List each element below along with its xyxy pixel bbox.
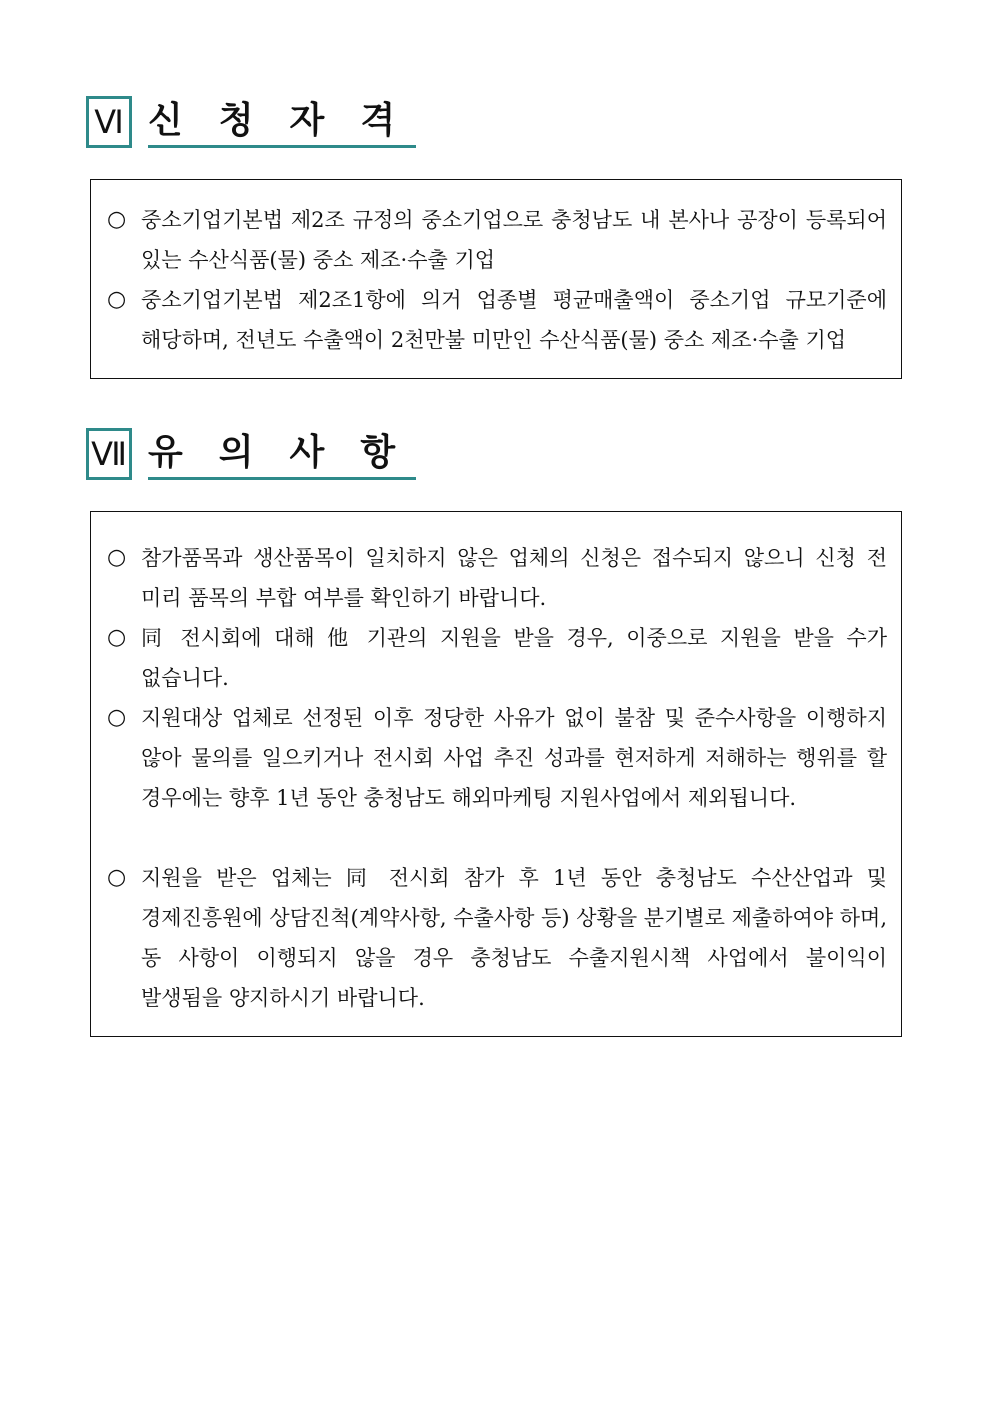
circle-bullet-icon: ○ [107,287,127,312]
list-item [107,618,887,698]
circle-bullet-icon: ○ [107,545,127,570]
circle-bullet-icon: ○ [107,865,127,890]
eligibility-content-box [90,179,902,379]
list-item-text: 同 전시회에 대해 他 기관의 지원을 받을 경우, 이중으로 지원을 받을 수가 없습니다. [141,626,887,690]
section-numeral: Ⅶ [86,428,132,480]
notices-content-box [90,511,902,1037]
section-title: 유의사항 [148,428,416,480]
list-item-text: 참가품목과 생산품목이 일치하지 않은 업체의 신청은 접수되지 않으니 신청 전 미리 품목의 부합 여부를 확인하기 바랍니다. [141,546,887,610]
list-item-text: 지원을 받은 업체는 同 전시회 참가 후 1년 동안 충청남도 수산산업과 및 경제진흥원에 상담진척(계약사항, 수출사항 등) 상황을 분기별로 제출하여야 하며, 동 사항이 이행되지 않을 경우 충청남도 수출지원시책 사업에서 불이익이 발생됨을 양지하시기 바랍니다. [141,866,887,1010]
circle-bullet-icon: ○ [107,625,127,650]
list-item-text: 중소기업기본법 제2조1항에 의거 업종별 평균매출액이 중소기업 규모기준에 해당하며, 전년도 수출액이 2천만불 미만인 수산식품(물) 중소 제조·수출 기업 [141,288,887,352]
section-title: 신청자격 [148,96,416,148]
circle-bullet-icon: ○ [107,207,127,232]
list-item [107,698,887,858]
section-numeral: Ⅵ [86,96,132,148]
list-item [107,538,887,618]
list-item [107,200,887,280]
circle-bullet-icon: ○ [107,705,127,730]
list-item-text: 지원대상 업체로 선정된 이후 정당한 사유가 없이 불참 및 준수사항을 이행하지 않아 물의를 일으키거나 전시회 사업 추진 성과를 현저하게 저해하는 행위를 할 경우에는 향후 1년 동안 충청남도 해외마케팅 지원사업에서 제외됩니다. [141,706,887,810]
list-item-text: 중소기업기본법 제2조 규정의 중소기업으로 충청남도 내 본사나 공장이 등록되어 있는 수산식품(물) 중소 제조·수출 기업 [141,208,887,272]
list-item [107,280,887,360]
list-item [107,858,887,1018]
